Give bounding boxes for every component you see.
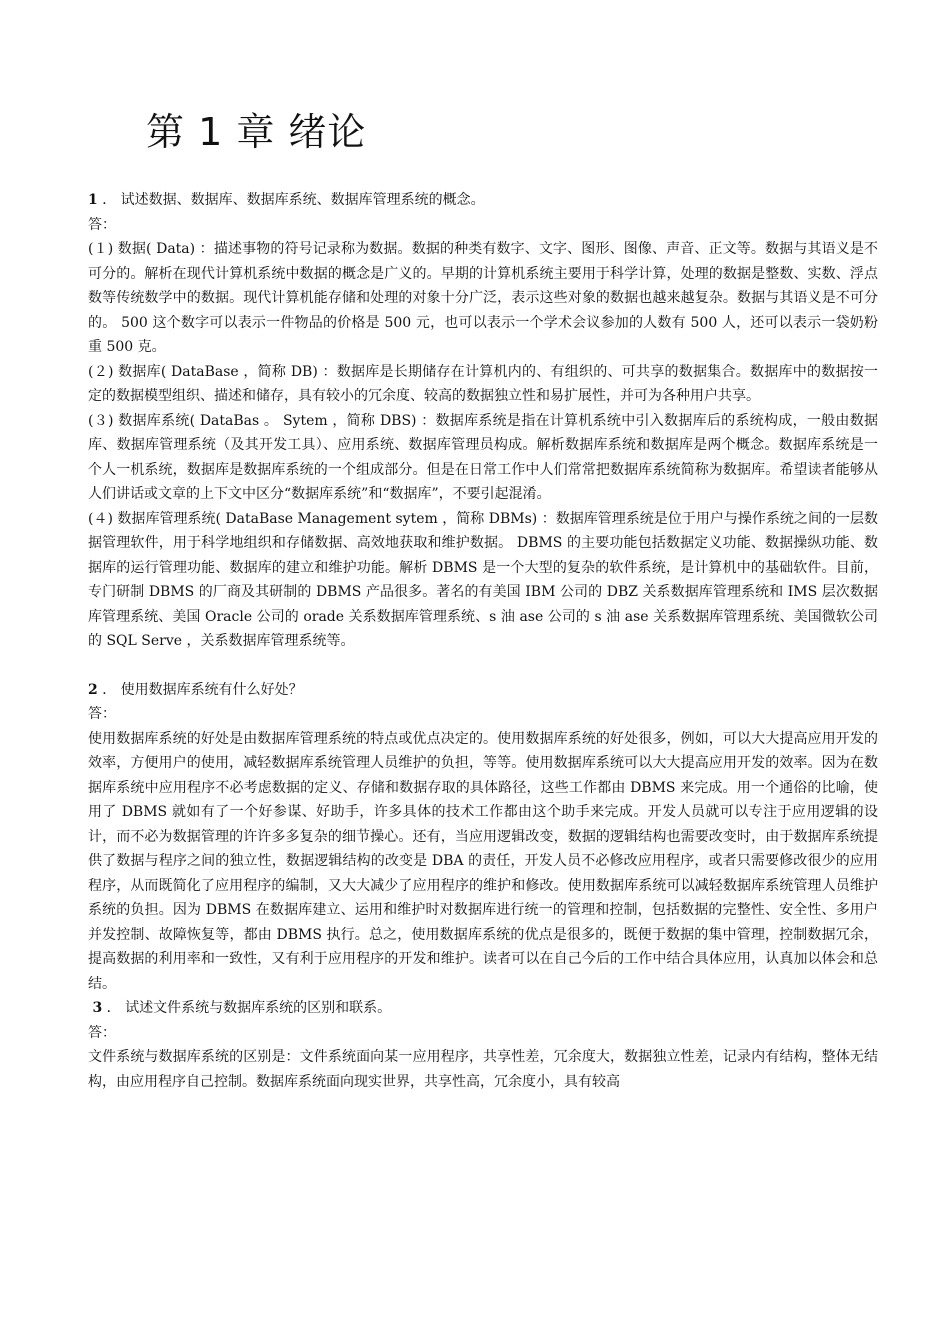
answer-2-paragraph: 使用数据库系统的好处是由数据库管理系统的特点或优点决定的。使用数据库系统的好处很多，例如，可以大大提高应用开发的效率，方便用户的使用，减轻数据库系统管理人员维护的负担，等等。使用数据库系统可以大大提高应用开发的效率。因为在数据库系统中应用程序不必考虑数据的定义、存储和数据存取的具体路径，这些工作都由 DBMS 来完成。用一个通俗的比喻，使用了 DBMS 就如有了一个好参谋、好助手，许多具体的技术工作都由这个助手来完成。开发人员就可以专注于应用逻辑的设计，而不必为数据管理的许许多多复杂的细节操心。还有，当应用逻辑改变，数据的逻辑结构也需要改变时，由于数据库系统提供了数据与程序之间的独立性，数据逻辑结构的改变是 DBA 的责任，开发人员不必修改应用程序，或者只需要修改很少的应用程序，从而既简化了应用程序的编制，又大大减少了应用程序的维护和修改。使用数据库系统可以减轻数据库系统管理人员维护系统的负担。因为 DBMS 在数据库建立、运用和维护时对数据库进行统一的管理和控制，包括数据的完整性、安全性、多用户并发控制、故障恢复等，都由 DBMS 执行。总之，使用数据库系统的优点是很多的，既便于数据的集中管理，控制数据冗余，提高数据的利用率和一致性，又有利于应用程序的开发和维护。读者可以在自己今后的工作中结合具体应用，认真加以体会和总结。	[88, 730, 878, 992]
question-1-text: ． 试述数据、数据库、数据库系统、数据库管理系统的概念。	[97, 192, 485, 208]
chapter-title: 第 1 章 绪论	[146, 110, 367, 154]
answer-3-paragraph: 文件系统与数据库系统的区别是：文件系统面向某一应用程序，共享性差，冗余度大，数据独立性差，记录内有结构，整体无结构，由应用程序自己控制。数据库系统面向现实世界，共享性高，冗余度小，具有较高	[88, 1049, 878, 1090]
answer-1-paragraph-dbs: (３) 数据库系统( DataBas 。 Sytem ，简称 DBS) ：数据库系统是指在计算机系统中引入数据库后的系统构成，一般由数据库、数据库管理系统（及其开发工具）、应用系统、数据库管理员构成。解析数据库系统和数据库是两个概念。数据库系统是一个人一机系统，数据库是数据库系统的一个组成部分。但是在日常工作中人们常常把数据库系统简称为数据库。希望读者能够从人们讲话或文章的上下文中区分“数据库系统”和“数据库”，不要引起混淆。	[88, 412, 878, 502]
question-2-text: ． 使用数据库系统有什么好处？	[97, 681, 303, 698]
answer-1-paragraph-database: (２) 数据库( DataBase ，简称 DB) ：数据库是长期储存在计算机内的、有组织的、可共享的数据集合。数据库中的数据按一定的数据模型组织、描述和储存，具有较小的冗余度、较高的数据独立性和易扩展性，并可为各种用户共享。	[88, 363, 878, 404]
question-3-number: 3	[92, 1000, 103, 1016]
question-3-text: ． 试述文件系统与数据库系统的区别和联系。	[102, 1000, 392, 1016]
answer-1-paragraph-dbms: (４) 数据库管理系统( DataBase Management sytem ，简称 DBMs) ：数据库管理系统是位于用户与操作系统之间的一层数据管理软件，用于科学地组织和存储数据、高效地获取和维护数据。 DBMS 的主要功能包括数据定义功能、数据操纵功能、数据库的运行管理功能、数据库的建立和维护功能。解析 DBMS 是一个大型的复杂的软件系统，是计算机中的基础软件。目前，专门研制 DBMS 的厂商及其研制的 DBMS 产品很多。著名的有美国 IBM 公司的 DBZ 关系数据库管理系统和 IMS 层次数据库管理系统、美国 Oracle 公司的 orade 关系数据库管理系统、s 油 ase 公司的 s 油 ase 关系数据库管理系统、美国微软公司的 SQL Serve ，关系数据库管理系统等。	[88, 510, 878, 649]
answer-3-label: 答：	[88, 1024, 116, 1041]
answer-1-paragraph-data: (１) 数据( Data) ：描述事物的符号记录称为数据。数据的种类有数字、文字、图形、图像、声音、正文等。数据与其语义是不可分的。解析在现代计算机系统中数据的概念是广义的。早期的计算机系统主要用于科学计算，处理的数据是整数、实数、浮点数等传统数学中的数据。现代计算机能存储和处理的对象十分广泛，表示这些对象的数据也越来越复杂。数据与其语义是不可分的。 500 这个数字可以表示一件物品的价格是 500 元，也可以表示一个学术会议参加的人数有 500 人，还可以表示一袋奶粉重 500 克。	[88, 241, 878, 355]
section-gap	[88, 654, 878, 678]
answer-2-label: 答：	[88, 706, 116, 722]
question-3	[88, 996, 878, 1021]
question-1-number: 1	[88, 192, 98, 208]
answer-1-label: 答：	[88, 216, 116, 233]
document-body	[88, 188, 878, 1094]
question-2-number: 2	[88, 681, 98, 698]
question-1	[88, 188, 878, 213]
question-2	[88, 678, 878, 703]
